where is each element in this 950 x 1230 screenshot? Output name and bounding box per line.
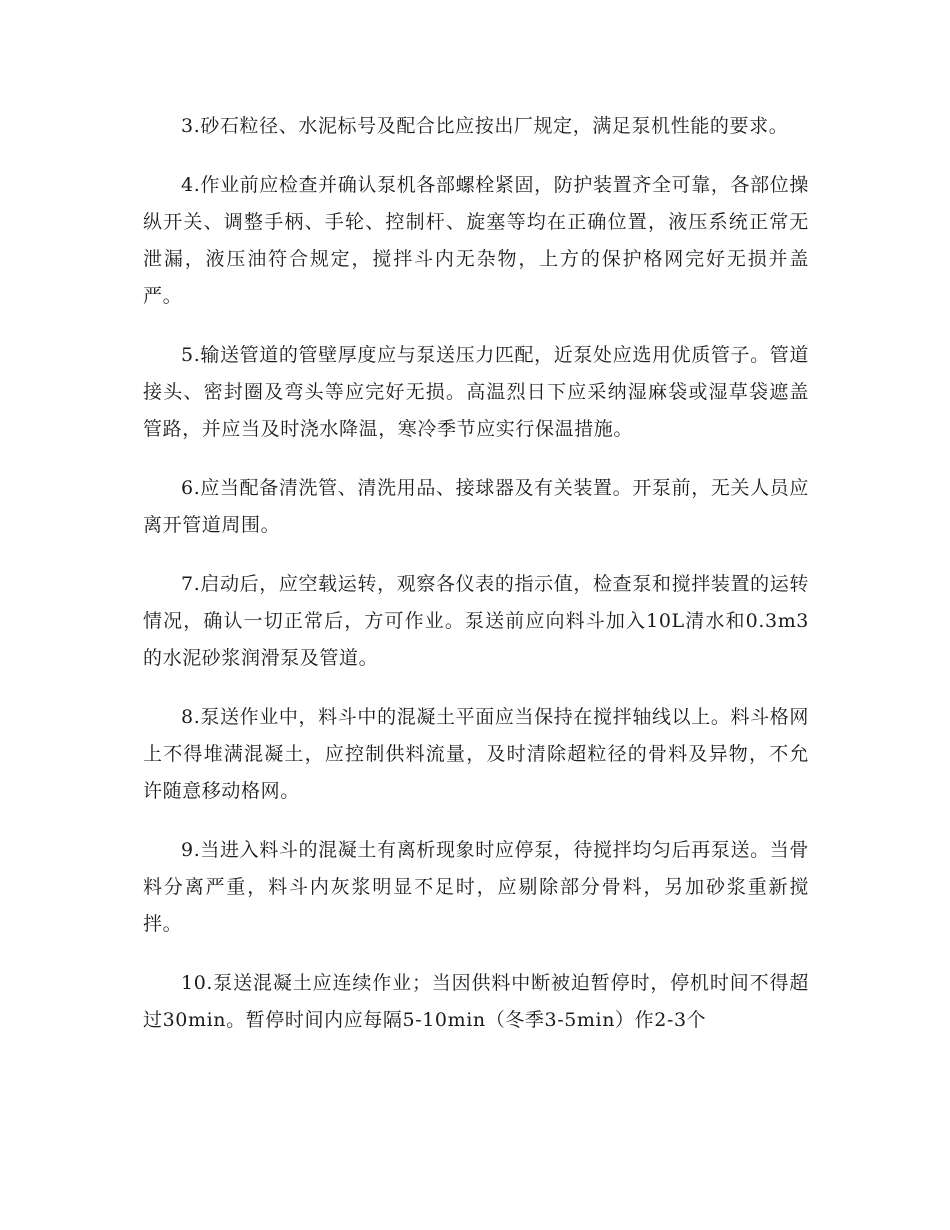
paragraph-item-5: 5.输送管道的管壁厚度应与泵送压力匹配，近泵处应选用优质管子。管道接头、密封圈及弯头等应完好无损。高温烈日下应采纳湿麻袋或湿草袋遮盖管路，并应当及时浇水降温，寒冷季节应实行保温措施。	[143, 344, 809, 440]
paragraph-item-10: 10.泵送混凝土应连续作业；当因供料中断被迫暂停时，停机时间不得超过30min。暂停时间内应每隔5-10min（冬季3-5min）作2-3个	[143, 972, 809, 1031]
paragraph-item-8: 8.泵送作业中，料斗中的混凝土平面应当保持在搅拌轴线以上。料斗格网上不得堆满混凝土，应控制供料流量，及时清除超粒径的骨料及异物，不允许随意移动格网。	[143, 706, 809, 802]
paragraph-item-6: 6.应当配备清洗管、清洗用品、接球器及有关装置。开泵前，无关人员应离开管道周围。	[143, 477, 809, 536]
paragraph-item-3: 3.砂石粒径、水泥标号及配合比应按出厂规定，满足泵机性能的要求。	[181, 115, 789, 137]
paragraph-item-7: 7.启动后，应空载运转，观察各仪表的指示值，检查泵和搅拌装置的运转情况，确认一切正常后，方可作业。泵送前应向料斗加入10L清水和0.3m3的水泥砂浆润滑泵及管道。	[143, 573, 809, 669]
document-body	[143, 108, 809, 1061]
paragraph-item-4: 4.作业前应检查并确认泵机各部螺栓紧固，防护装置齐全可靠，各部位操纵开关、调整手柄、手轮、控制杆、旋塞等均在正确位置，液压系统正常无泄漏，液压油符合规定，搅拌斗内无杂物，上方的保护格网完好无损并盖严。	[143, 174, 809, 307]
paragraph-item-9: 9.当进入料斗的混凝土有离析现象时应停泵，待搅拌均匀后再泵送。当骨料分离严重，料斗内灰浆明显不足时，应剔除部分骨料，另加砂浆重新搅拌。	[143, 839, 809, 935]
